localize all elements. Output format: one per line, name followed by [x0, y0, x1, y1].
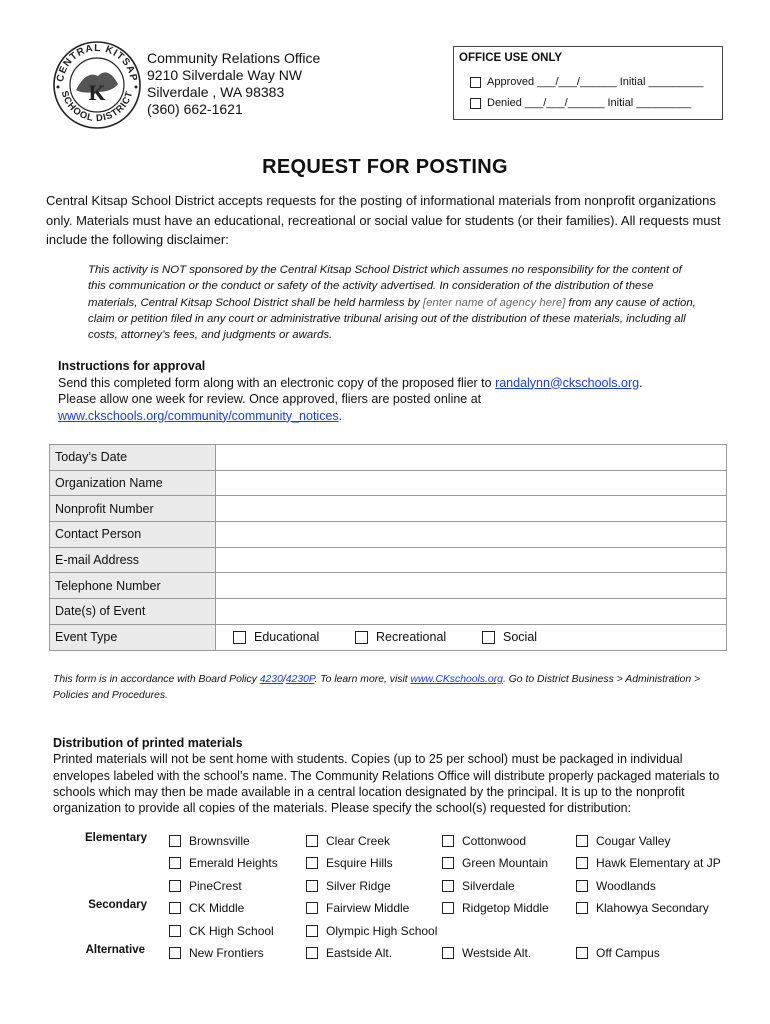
school-option[interactable]: [306, 834, 390, 848]
contact-person-input[interactable]: [216, 522, 727, 548]
school-option[interactable]: [169, 834, 250, 848]
field-label: E-mail Address: [50, 547, 216, 573]
instructions-heading: Instructions for approval: [58, 359, 206, 373]
option-label: Educational: [254, 630, 320, 645]
school-label: Hawk Elementary at JP: [596, 856, 721, 870]
approved-row: [470, 76, 704, 88]
field-label: Today’s Date: [50, 445, 216, 471]
instructions-text: Please allow one week for review. Once approved, fliers are posted online at: [58, 392, 482, 406]
form-row: [50, 573, 727, 599]
policy-text: . To learn more, visit: [314, 674, 411, 685]
event-type-options: [216, 624, 727, 650]
school-checkbox[interactable]: [306, 925, 318, 937]
school-label: PineCrest: [189, 879, 242, 893]
school-label: Clear Creek: [326, 834, 391, 848]
school-option[interactable]: [169, 924, 274, 938]
email-address-input[interactable]: [216, 547, 727, 573]
nonprofit-number-input[interactable]: [216, 496, 727, 522]
educational-checkbox[interactable]: [233, 631, 246, 644]
approved-checkbox[interactable]: [470, 77, 481, 88]
school-option[interactable]: [576, 834, 670, 848]
school-label: Emerald Heights: [189, 856, 278, 870]
school-option[interactable]: [442, 879, 515, 893]
svg-text:K: K: [88, 80, 106, 105]
form-row: [50, 522, 727, 548]
option-label: Recreational: [376, 630, 447, 645]
school-label: CK High School: [189, 924, 274, 938]
school-checkbox[interactable]: [169, 925, 181, 937]
school-label: Klahowya Secondary: [596, 901, 709, 915]
event-dates-input[interactable]: [216, 599, 727, 625]
school-option[interactable]: [306, 946, 392, 960]
school-label: Fairview Middle: [326, 901, 410, 915]
instructions-text: Send this completed form along with an electronic copy of the proposed flier to: [58, 375, 496, 390]
period: .: [338, 408, 343, 423]
school-checkbox[interactable]: [576, 835, 588, 847]
instructions-line1: [58, 375, 728, 392]
organization-name-input[interactable]: [216, 470, 727, 496]
distribution-heading: Distribution of printed materials: [53, 736, 243, 750]
school-option[interactable]: [442, 901, 549, 915]
office-address: [147, 50, 320, 118]
category-elementary: Elementary: [84, 832, 147, 844]
field-label: Organization Name: [50, 470, 216, 496]
school-checkbox[interactable]: [442, 947, 454, 959]
form-row: [50, 599, 727, 625]
school-label: Esquire Hills: [326, 856, 393, 870]
school-checkbox[interactable]: [442, 835, 454, 847]
field-label: Telephone Number: [50, 573, 216, 599]
event-option[interactable]: [355, 630, 470, 644]
school-option[interactable]: [169, 856, 278, 870]
community-notices-link[interactable]: www.ckschools.org/community/community_notices: [58, 408, 339, 423]
school-option[interactable]: [576, 856, 721, 870]
policy-4230p-link[interactable]: 4230P: [285, 674, 315, 685]
svg-text:CENTRAL KITSAP: CENTRAL KITSAP: [55, 42, 139, 83]
school-checkbox[interactable]: [442, 857, 454, 869]
period: .: [639, 375, 643, 390]
disclaimer-text: [88, 262, 698, 343]
school-option[interactable]: [306, 901, 409, 915]
school-label: Olympic High School: [326, 924, 438, 938]
telephone-number-input[interactable]: [216, 573, 727, 599]
school-label: CK Middle: [189, 901, 245, 915]
school-option[interactable]: [306, 856, 393, 870]
school-option[interactable]: [442, 856, 548, 870]
school-label: Woodlands: [596, 879, 656, 893]
district-seal-logo: [52, 40, 142, 130]
ckschools-link[interactable]: www.CKschools.org: [410, 674, 503, 685]
denied-checkbox[interactable]: [470, 98, 481, 109]
form-row: [50, 470, 727, 496]
school-checkbox[interactable]: [306, 835, 318, 847]
school-option[interactable]: [306, 879, 391, 893]
agency-name-placeholder[interactable]: [enter name of agency here]: [422, 296, 566, 309]
school-checkbox[interactable]: [169, 835, 181, 847]
form-row: [50, 547, 727, 573]
school-label: New Frontiers: [189, 946, 264, 960]
svg-text:SCHOOL DISTRICT: SCHOOL DISTRICT: [58, 89, 136, 125]
school-option[interactable]: [306, 924, 437, 938]
school-checkbox[interactable]: [576, 902, 588, 914]
field-label: Nonprofit Number: [50, 496, 216, 522]
disclaimer-part1: This activity is NOT sponsored by the Central Kitsap School District which assumes no responsibility for the content of this communication or the conduct or safety of the activity advertised. In consideration of the distribution of these materials, Central Kitsap School District shall be held harmless by: [88, 264, 682, 309]
school-label: Cougar Valley: [596, 834, 671, 848]
category-secondary: Secondary: [88, 899, 147, 911]
address-line: (360) 662-1621: [147, 101, 243, 117]
recreational-checkbox[interactable]: [355, 631, 368, 644]
school-checkbox[interactable]: [576, 857, 588, 869]
policy-4230-link[interactable]: 4230: [259, 674, 283, 685]
school-label: Silverdale: [462, 879, 515, 893]
address-line: Silverdale , WA 98383: [147, 84, 285, 100]
distribution-section: [53, 735, 733, 816]
social-checkbox[interactable]: [482, 631, 495, 644]
email-link[interactable]: randalynn@ckschools.org: [495, 375, 640, 390]
school-checkbox[interactable]: [306, 947, 318, 959]
distribution-text: Printed materials will not be sent home with students. Copies (up to 25 per school) must be packaged in individual envelopes labeled with the school’s name. The Community Relations Office will distribute properly packaged materials to schools which may then be made available in a central location designated by the principal. It is up to the nonprofit organization to provide all copies of the materials. Please specify the school(s) requested for distribution:: [53, 752, 720, 816]
school-label: Brownsville: [189, 834, 250, 848]
school-option[interactable]: [169, 901, 244, 915]
school-checkbox[interactable]: [169, 857, 181, 869]
intro-paragraph: Central Kitsap School District accepts requests for the posting of informational materials from nonprofit organizations only. Materials must have an educational, recreational or social value for students (or their families). All requests must include the following disclaimer:: [46, 193, 721, 247]
office-use-title: OFFICE USE ONLY: [459, 52, 563, 64]
school-checkbox[interactable]: [576, 947, 588, 959]
school-checkbox[interactable]: [169, 947, 181, 959]
category-alternative: Alternative: [85, 944, 145, 956]
form-row: [50, 624, 727, 650]
approved-label: Approved ___/___/______ Initial _________: [487, 76, 704, 88]
instructions-section: [58, 358, 728, 424]
request-form-table: [49, 444, 727, 651]
policy-note: [53, 672, 733, 704]
policy-text: . Go to District Business > Administration > Policies and Procedures.: [53, 674, 701, 701]
page-title: REQUEST FOR POSTING: [262, 156, 508, 178]
school-option[interactable]: [576, 901, 709, 915]
todays-date-input[interactable]: [216, 445, 727, 471]
school-label: Westside Alt.: [462, 946, 532, 960]
field-label: Event Type: [50, 624, 216, 650]
field-label: Contact Person: [50, 522, 216, 548]
school-option[interactable]: [169, 946, 264, 960]
event-option[interactable]: [233, 630, 343, 644]
school-option[interactable]: [576, 879, 656, 893]
form-row: [50, 496, 727, 522]
denied-row: [470, 97, 691, 109]
field-label: Date(s) of Event: [50, 599, 216, 625]
school-checkbox[interactable]: [169, 880, 181, 892]
option-label: Social: [503, 630, 538, 645]
school-option[interactable]: [169, 879, 242, 893]
school-checkbox[interactable]: [169, 902, 181, 914]
school-label: Ridgetop Middle: [462, 901, 549, 915]
school-checkbox[interactable]: [442, 880, 454, 892]
school-option[interactable]: [442, 946, 531, 960]
form-row: [50, 445, 727, 471]
school-checkbox[interactable]: [306, 880, 318, 892]
school-label: Eastside Alt.: [326, 946, 393, 960]
school-checkbox[interactable]: [576, 880, 588, 892]
school-option[interactable]: [576, 946, 660, 960]
disclaimer-part2: from any cause of action, claim or petition filed in any court or administrative tribunal arising out of the distribution of these materials, including all costs, attorney’s fees, and judgments or awards.: [88, 296, 696, 342]
address-line: Community Relations Office: [147, 50, 321, 66]
school-label: Silver Ridge: [326, 879, 391, 893]
school-label: Off Campus: [596, 946, 660, 960]
denied-label: Denied ___/___/______ Initial _________: [487, 97, 692, 109]
policy-text: This form is in accordance with Board Policy: [53, 674, 260, 685]
office-use-box: [453, 46, 723, 120]
school-checkbox[interactable]: [442, 902, 454, 914]
instructions-line2: [58, 391, 728, 424]
school-label: Cottonwood: [462, 834, 527, 848]
address-line: 9210 Silverdale Way NW: [147, 67, 303, 83]
school-checkbox[interactable]: [306, 902, 318, 914]
school-label: Green Mountain: [462, 856, 549, 870]
school-checkbox[interactable]: [306, 857, 318, 869]
policy-sep: /: [282, 674, 286, 685]
event-option[interactable]: [482, 630, 537, 644]
school-option[interactable]: [442, 834, 526, 848]
